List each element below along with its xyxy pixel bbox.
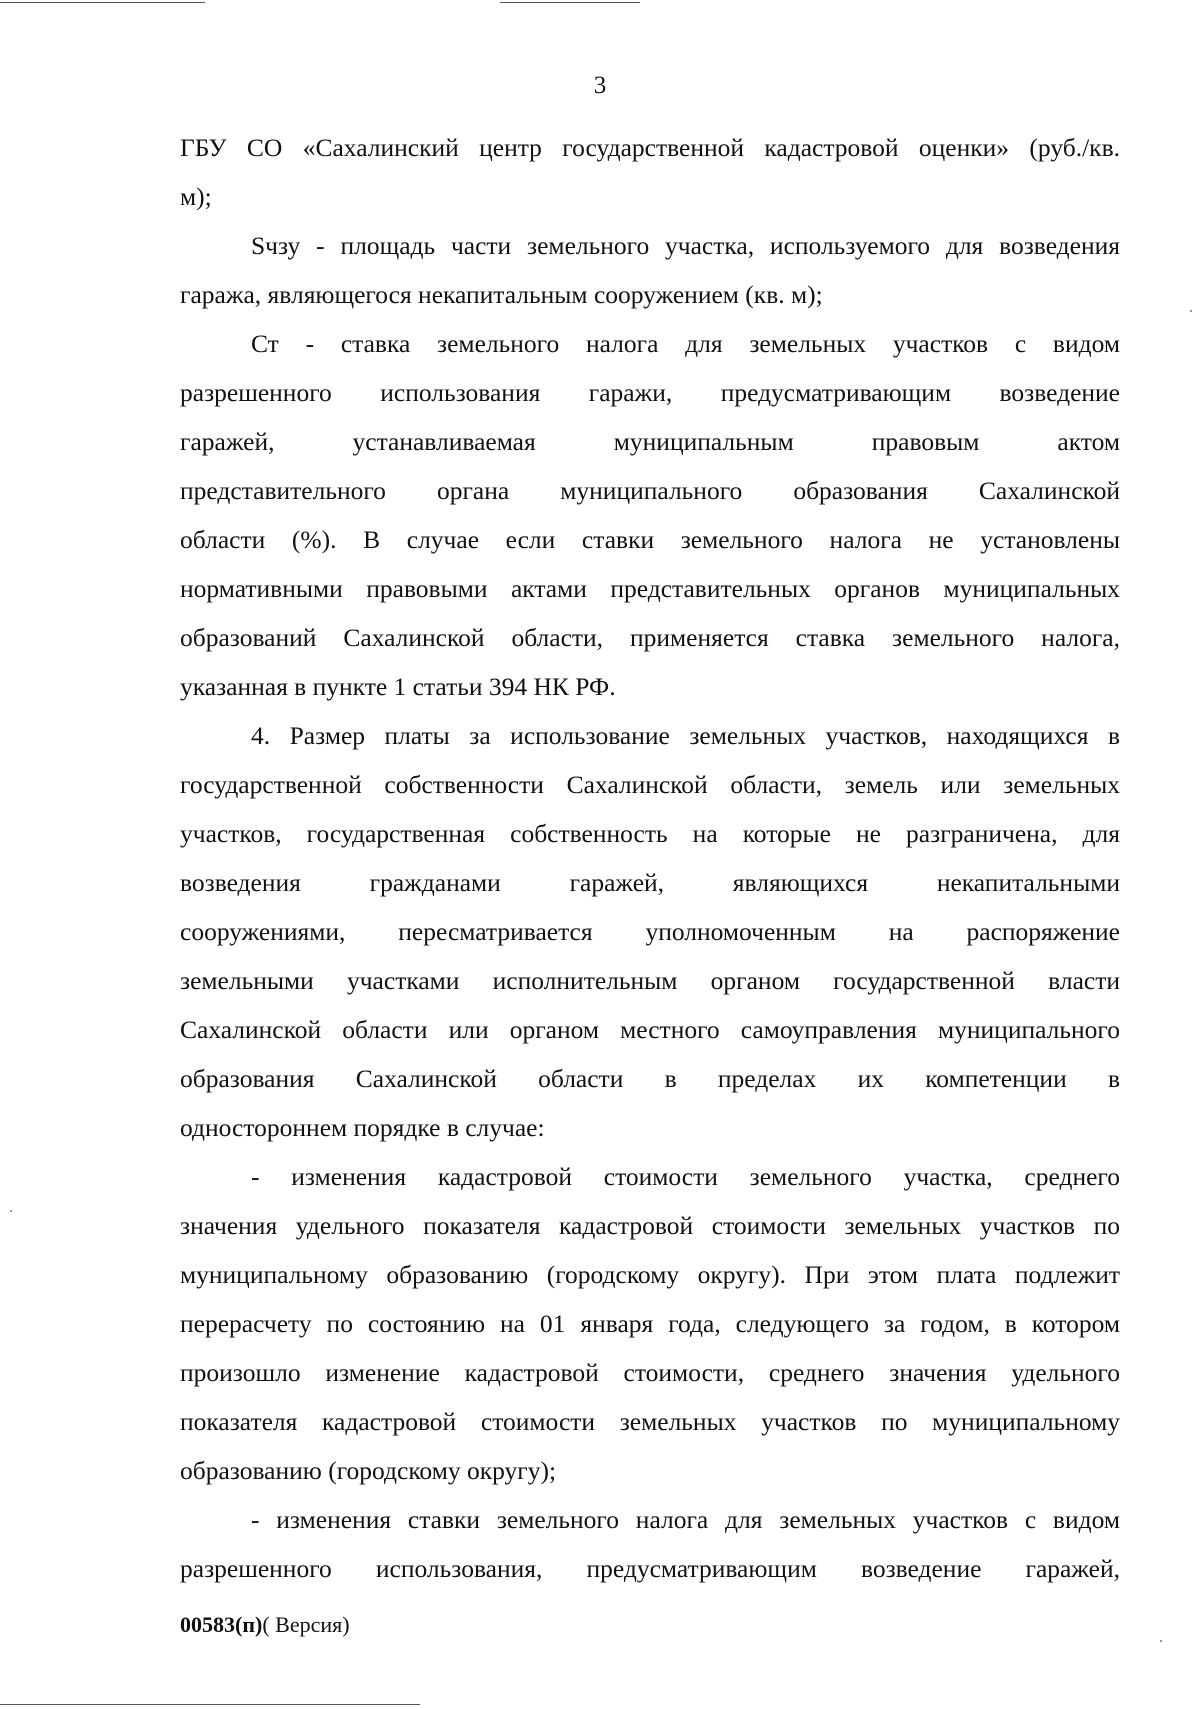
text-line: Сахалинской области или органом местного самоуправления муниципального: [180, 1015, 1120, 1044]
text-line: одностороннем порядке в случае:: [180, 1113, 545, 1142]
text-line: представительного органа муниципального образования Сахалинской: [180, 476, 1120, 505]
text-line: участков, государственная собственность на которые не разграничена, для: [180, 819, 1120, 848]
text-line: гаражей, устанавливаемая муниципальным правовым актом: [180, 427, 1120, 456]
text-line: разрешенного использования гаражи, предусматривающим возведение: [180, 378, 1120, 407]
text-line: 4. Размер платы за использование земельных участков, находящихся в: [251, 721, 1120, 750]
page-number: 3: [593, 72, 607, 99]
text-line: м);: [180, 182, 212, 211]
text-line: ГБУ СО «Сахалинский центр государственной кадастровой оценки» (руб./кв.: [180, 133, 1120, 162]
text-line: муниципальному образованию (городскому округу). При этом плата подлежит: [180, 1260, 1120, 1289]
scan-speck: [10, 1210, 12, 1212]
text-line: области (%). В случае если ставки земельного налога не установлены: [180, 525, 1120, 554]
footer-version: ( Версия): [262, 1612, 350, 1637]
text-line: показателя кадастровой стоимости земельных участков по муниципальному: [180, 1407, 1120, 1436]
scan-line-top-mid: [500, 2, 640, 3]
text-line: перерасчету по состоянию на 01 января года, следующего за годом, в котором: [180, 1309, 1120, 1338]
text-line: земельными участками исполнительным органом государственной власти: [180, 966, 1120, 995]
scan-line-top-left: [0, 2, 205, 3]
text-line: гаража, являющегося некапитальным сооружением (кв. м);: [180, 280, 823, 309]
text-line: нормативными правовыми актами представительных органов муниципальных: [180, 574, 1120, 603]
text-line: - изменения кадастровой стоимости земельного участка, среднего: [251, 1162, 1120, 1191]
text-line: образованию (городскому округу);: [180, 1456, 557, 1485]
scan-speck: [1190, 310, 1192, 312]
text-line: образований Сахалинской области, применяется ставка земельного налога,: [180, 623, 1120, 652]
text-line: - изменения ставки земельного налога для земельных участков с видом: [251, 1505, 1120, 1534]
text-line: разрешенного использования, предусматривающим возведение гаражей,: [180, 1554, 1120, 1583]
text-line: сооружениями, пересматривается уполномоченным на распоряжение: [180, 917, 1120, 946]
text-line: возведения гражданами гаражей, являющихся некапитальными: [180, 868, 1120, 897]
footer-code: 00583(п): [180, 1612, 263, 1637]
text-line: государственной собственности Сахалинской области, земель или земельных: [180, 770, 1120, 799]
text-line: произошло изменение кадастровой стоимости, среднего значения удельного: [180, 1358, 1120, 1387]
scan-speck: [1160, 1640, 1162, 1642]
document-footer-code: [180, 1612, 350, 1638]
text-line: Ст - ставка земельного налога для земельных участков с видом: [251, 329, 1120, 358]
scan-line-bottom-left: [0, 1704, 420, 1705]
text-line: образования Сахалинской области в пределах их компетенции в: [180, 1064, 1120, 1093]
text-line: значения удельного показателя кадастровой стоимости земельных участков по: [180, 1211, 1120, 1240]
text-line: Sчзу - площадь части земельного участка, используемого для возведения: [251, 231, 1120, 260]
text-line: указанная в пункте 1 статьи 394 НК РФ.: [180, 672, 616, 701]
